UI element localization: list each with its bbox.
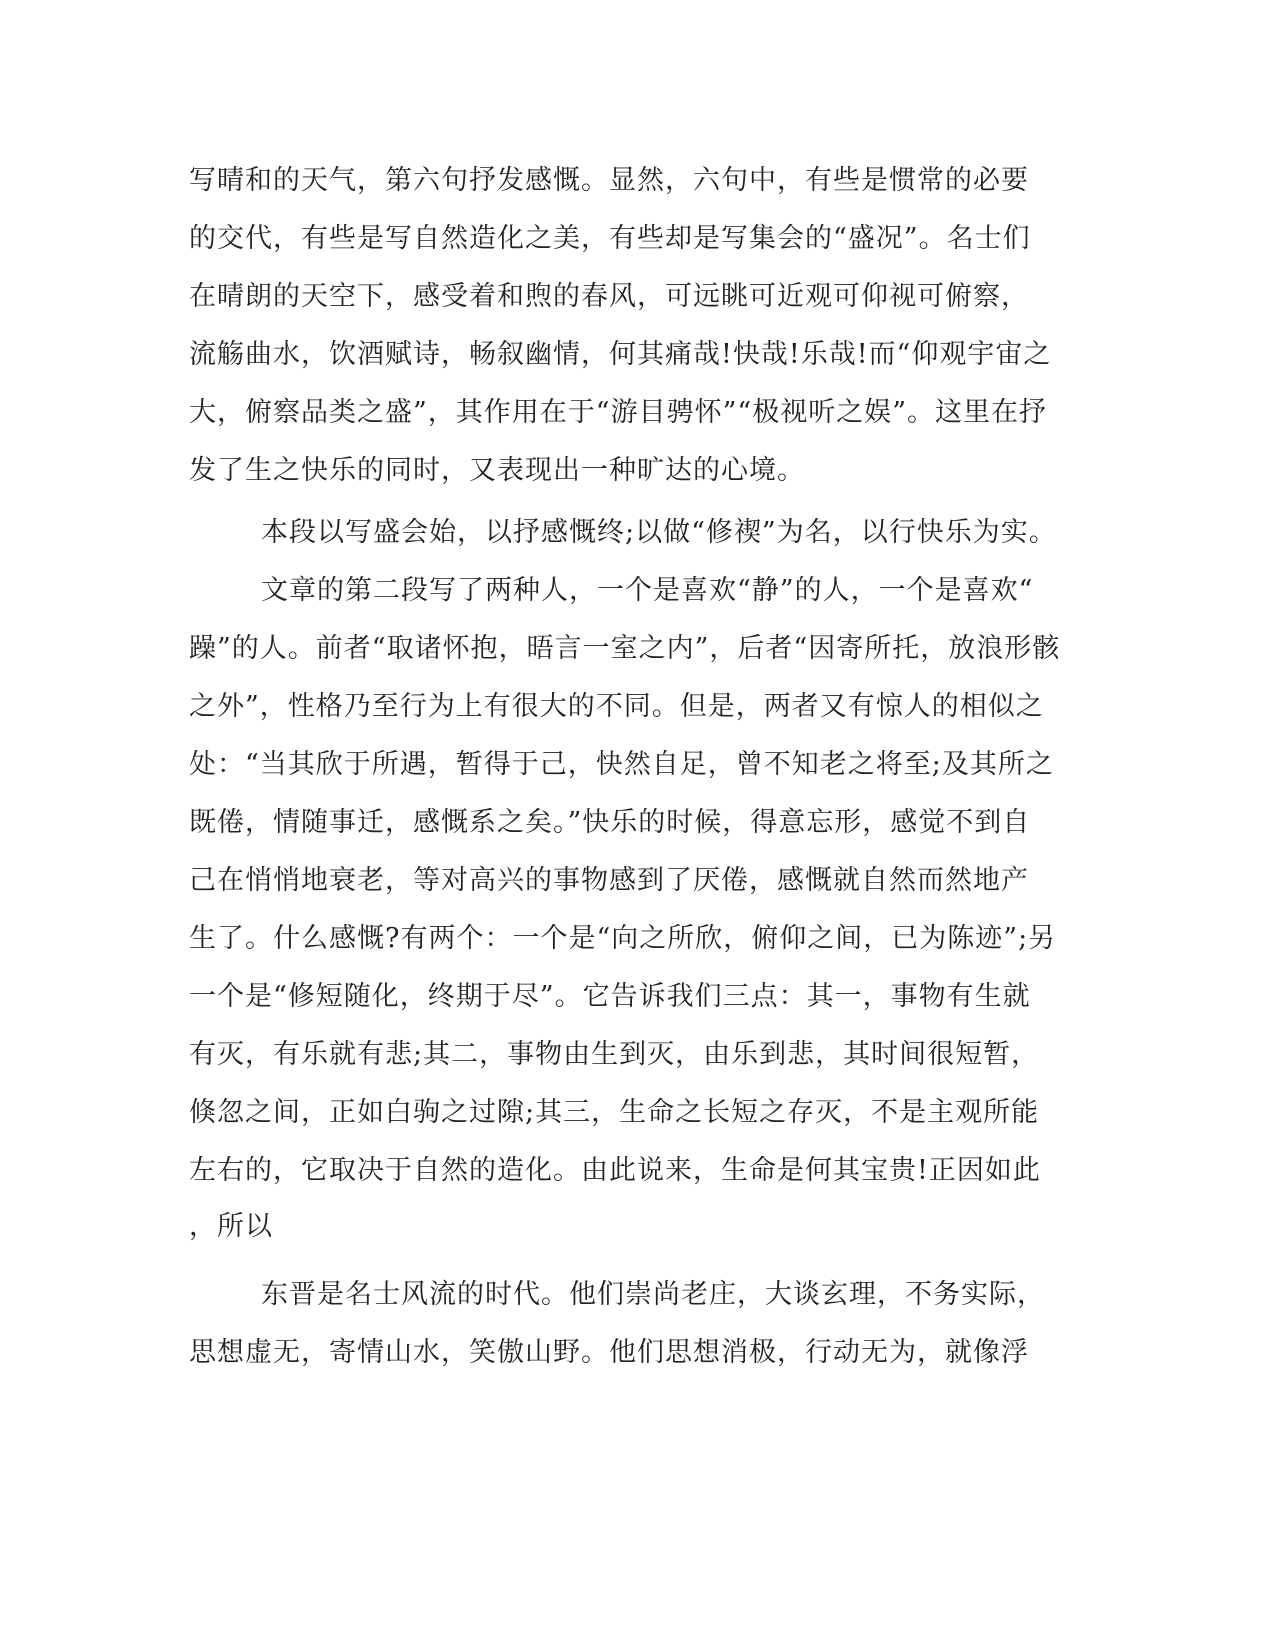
text-line: 在晴朗的天空下，感受着和煦的春风，可远眺可近观可仰视可俯察， [189, 281, 1029, 312]
text-line: 文章的第二段写了两种人，一个是喜欢“静”的人，一个是喜欢“ [261, 575, 1034, 606]
text-line: 左右的，它取决于自然的造化。由此说来，生命是何其宝贵!正因如此 [189, 1155, 1041, 1186]
text-line: 本段以写盛会始，以抒感慨终;以做“修禊”为名，以行快乐为实。 [261, 517, 1057, 548]
text-line: 有灭，有乐就有悲;其二，事物由生到灭，由乐到悲，其时间很短暂， [189, 1039, 1040, 1070]
text-line: 之外”，性格乃至行为上有很大的不同。但是，两者又有惊人的相似之 [189, 691, 1044, 722]
text-line: 一个是“修短随化，终期于尽”。它告诉我们三点：其一，事物有生就 [189, 981, 1031, 1012]
text-line: 东晋是名士风流的时代。他们崇尚老庄，大谈玄理，不务实际， [261, 1279, 1045, 1310]
text-line: 思想虚无，寄情山水，笑傲山野。他们思想消极，行动无为，就像浮 [189, 1337, 1029, 1368]
text-line: 生了。什么感慨?有两个：一个是“向之所欣，俯仰之间，已为陈迹”;另 [189, 923, 1057, 954]
text-line: 既倦，情随事迁，感慨系之矣。”快乐的时候，得意忘形，感觉不到自 [189, 807, 1031, 838]
text-line: 发了生之快乐的同时，又表现出一种旷达的心境。 [189, 455, 805, 486]
text-line: 大，俯察品类之盛”，其作用在于“游目骋怀”“极视听之娱”。这里在抒 [189, 397, 1048, 428]
text-line: 处：“当其欣于所遇，暂得于己，快然自足，曾不知老之将至;及其所之 [189, 749, 1054, 780]
text-line: 的交代，有些是写自然造化之美，有些却是写集会的“盛况”。名士们 [189, 223, 1031, 254]
text-line: 己在悄悄地衰老，等对高兴的事物感到了厌倦，感慨就自然而然地产 [189, 865, 1029, 896]
text-line: 流觞曲水，饮酒赋诗，畅叙幽情，何其痛哉!快哉!乐哉!而“仰观宇宙之 [189, 339, 1052, 370]
text-line: 倏忽之间，正如白驹之过隙;其三，生命之长短之存灭，不是主观所能 [189, 1097, 1040, 1128]
text-line: 写晴和的天气，第六句抒发感慨。显然，六句中，有些是惯常的必要 [189, 165, 1029, 196]
text-line: ，所以 [189, 1211, 273, 1242]
text-line: 躁”的人。前者“取诸怀抱，晤言一室之内”，后者“因寄所托，放浪形骸 [189, 633, 1061, 664]
